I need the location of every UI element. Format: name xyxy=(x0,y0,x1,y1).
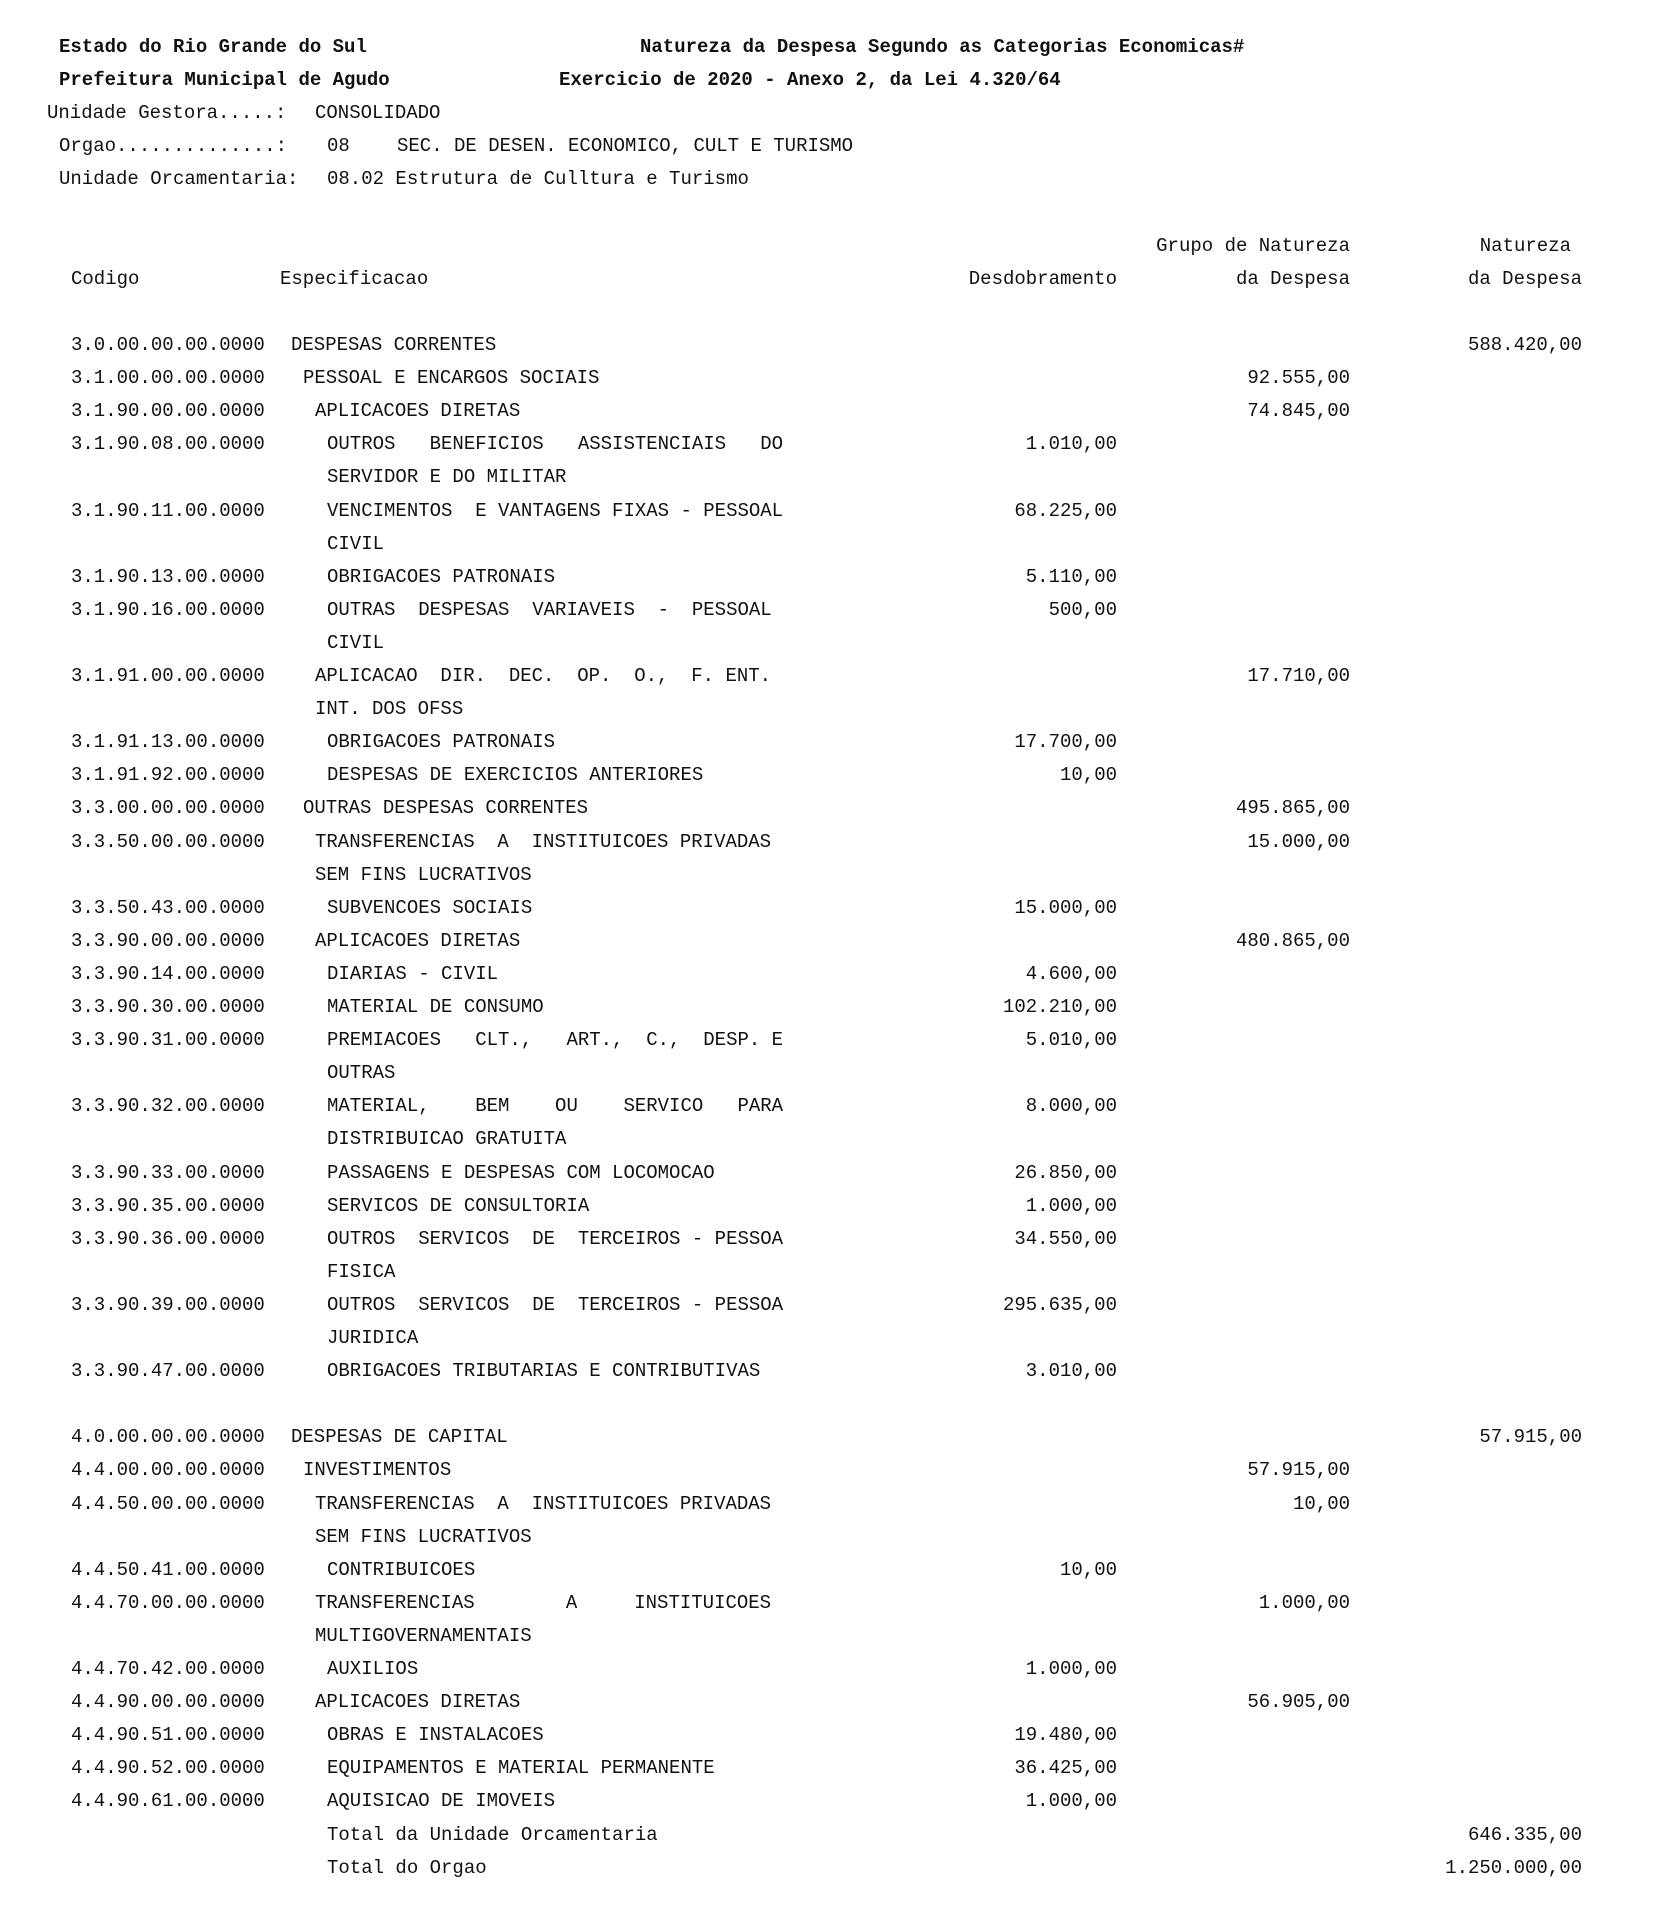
row-code: 3.3.90.35.00.0000 xyxy=(71,1194,265,1217)
row-desdobramento-value: 8.000,00 xyxy=(1025,1095,1117,1118)
row-description: OBRAS E INSTALACOES xyxy=(327,1724,544,1747)
row-desdobramento-value: 500,00 xyxy=(1048,598,1117,621)
column-natureza-header-line2: da Despesa xyxy=(1467,268,1582,290)
row-code: 4.4.70.00.00.0000 xyxy=(71,1591,265,1614)
row-description: JURIDICA xyxy=(327,1327,419,1349)
row-desdobramento-value: 295.635,00 xyxy=(1002,1293,1117,1316)
row-description: OBRIGACOES PATRONAIS xyxy=(327,731,556,754)
row-desdobramento-value: 10,00 xyxy=(1059,764,1117,787)
row-description: VENCIMENTOS E VANTAGENS FIXAS - PESSOAL xyxy=(327,499,784,522)
column-desdobramento-header: Desdobramento xyxy=(968,268,1117,290)
row-description: MATERIAL DE CONSUMO xyxy=(327,996,544,1018)
row-description: OBRIGACOES TRIBUTARIAS E CONTRIBUTIVAS xyxy=(327,1360,761,1383)
unidade-gestora-value: CONSOLIDADO xyxy=(315,102,441,124)
column-especificacao-header: Especificacao xyxy=(280,268,429,290)
row-code: 3.3.90.33.00.0000 xyxy=(71,1161,265,1184)
row-desdobramento-value: 1.010,00 xyxy=(1025,433,1117,456)
row-description: OUTROS SERVICOS DE TERCEIROS - PESSOA xyxy=(327,1227,784,1250)
row-description: MULTIGOVERNAMENTAIS xyxy=(315,1624,532,1647)
row-code: 4.4.50.41.00.0000 xyxy=(71,1558,265,1581)
row-code: 3.3.90.36.00.0000 xyxy=(71,1227,265,1250)
row-description: SEM FINS LUCRATIVOS xyxy=(315,863,532,886)
row-description: DISTRIBUICAO GRATUITA xyxy=(327,1128,567,1151)
row-code: 3.3.90.47.00.0000 xyxy=(71,1360,265,1383)
row-code: 3.1.00.00.00.0000 xyxy=(71,367,265,390)
row-code: 4.4.70.42.00.0000 xyxy=(71,1658,265,1680)
row-desdobramento-value: 4.600,00 xyxy=(1025,962,1117,985)
row-natureza-value: 588.420,00 xyxy=(1467,334,1582,356)
row-code: 3.3.90.14.00.0000 xyxy=(71,962,265,985)
column-natureza-header-line1: Natureza xyxy=(1479,235,1571,257)
row-desdobramento-value: 1.000,00 xyxy=(1025,1790,1117,1813)
row-grupo-value: 15.000,00 xyxy=(1247,830,1350,853)
orgao-name: SEC. DE DESEN. ECONOMICO, CULT E TURISMO xyxy=(397,135,854,157)
row-description: FISICA xyxy=(327,1260,396,1283)
row-code: 3.1.90.08.00.0000 xyxy=(71,433,265,456)
row-desdobramento-value: 5.110,00 xyxy=(1025,565,1117,588)
row-code: 4.4.90.52.00.0000 xyxy=(71,1757,265,1780)
row-description: DESPESAS DE EXERCICIOS ANTERIORES xyxy=(327,764,704,787)
row-natureza-value: 57.915,00 xyxy=(1479,1426,1582,1449)
row-description: OUTRAS xyxy=(327,1062,396,1085)
row-code: 3.1.90.13.00.0000 xyxy=(71,565,265,588)
row-description: SEM FINS LUCRATIVOS xyxy=(315,1525,532,1548)
municipality-name: Prefeitura Municipal de Agudo xyxy=(59,69,390,91)
row-code: 3.3.90.00.00.0000 xyxy=(71,929,265,952)
row-desdobramento-value: 19.480,00 xyxy=(1014,1724,1117,1747)
total-orgao-value: 1.250.000,00 xyxy=(1445,1856,1582,1879)
column-grupo-header-line2: da Despesa xyxy=(1235,268,1350,290)
row-code: 4.4.50.00.00.0000 xyxy=(71,1492,265,1515)
row-code: 3.3.90.31.00.0000 xyxy=(71,1029,265,1052)
row-code: 3.3.00.00.00.0000 xyxy=(71,797,265,820)
row-description: TRANSFERENCIAS A INSTITUICOES xyxy=(315,1591,772,1614)
row-code: 3.1.91.92.00.0000 xyxy=(71,764,265,787)
row-description: CIVIL xyxy=(327,532,385,555)
row-description: AUXILIOS xyxy=(327,1658,419,1680)
row-desdobramento-value: 68.225,00 xyxy=(1014,499,1117,522)
unidade-orcamentaria-value: 08.02 Estrutura de Culltura e Turismo xyxy=(327,168,749,190)
row-description: APLICACOES DIRETAS xyxy=(315,400,521,423)
row-description: DIARIAS - CIVIL xyxy=(327,962,499,985)
column-grupo-header-line1: Grupo de Natureza xyxy=(1156,235,1350,257)
row-desdobramento-value: 36.425,00 xyxy=(1014,1757,1117,1780)
row-desdobramento-value: 1.000,00 xyxy=(1025,1194,1117,1217)
row-description: INT. DOS OFSS xyxy=(315,698,464,721)
row-grupo-value: 10,00 xyxy=(1292,1492,1350,1515)
row-desdobramento-value: 34.550,00 xyxy=(1014,1227,1117,1250)
row-description: OUTROS BENEFICIOS ASSISTENCIAIS DO xyxy=(327,433,784,456)
unidade-orcamentaria-label: Unidade Orcamentaria: xyxy=(59,168,299,190)
row-code: 3.1.90.00.00.0000 xyxy=(71,400,265,423)
row-grupo-value: 1.000,00 xyxy=(1258,1591,1350,1614)
row-description: TRANSFERENCIAS A INSTITUICOES PRIVADAS xyxy=(315,1492,772,1515)
row-code: 4.4.90.61.00.0000 xyxy=(71,1790,265,1813)
row-grupo-value: 74.845,00 xyxy=(1247,400,1350,423)
row-desdobramento-value: 3.010,00 xyxy=(1025,1360,1117,1383)
row-code: 3.3.90.32.00.0000 xyxy=(71,1095,265,1118)
row-description: APLICACOES DIRETAS xyxy=(315,1691,521,1714)
row-description: OUTRAS DESPESAS CORRENTES xyxy=(303,797,589,820)
row-code: 3.1.90.11.00.0000 xyxy=(71,499,265,522)
row-description: OUTRAS DESPESAS VARIAVEIS - PESSOAL xyxy=(327,598,772,621)
row-description: OUTROS SERVICOS DE TERCEIROS - PESSOA xyxy=(327,1293,784,1316)
row-grupo-value: 480.865,00 xyxy=(1235,929,1350,952)
row-description: SERVIDOR E DO MILITAR xyxy=(327,466,567,489)
row-code: 4.4.90.00.00.0000 xyxy=(71,1691,265,1714)
row-description: SUBVENCOES SOCIAIS xyxy=(327,896,533,919)
total-unidade-value: 646.335,00 xyxy=(1467,1823,1582,1846)
row-description: SERVICOS DE CONSULTORIA xyxy=(327,1194,590,1217)
state-name: Estado do Rio Grande do Sul xyxy=(59,36,367,58)
row-description: APLICACAO DIR. DEC. OP. O., F. ENT. xyxy=(315,665,772,687)
row-code: 4.4.00.00.00.0000 xyxy=(71,1459,265,1482)
row-description: APLICACOES DIRETAS xyxy=(315,929,521,952)
row-code: 4.0.00.00.00.0000 xyxy=(71,1426,265,1449)
row-description: CONTRIBUICOES xyxy=(327,1558,476,1581)
row-code: 3.1.90.16.00.0000 xyxy=(71,598,265,621)
row-desdobramento-value: 102.210,00 xyxy=(1002,996,1117,1018)
row-description: DESPESAS CORRENTES xyxy=(291,334,497,356)
row-description: EQUIPAMENTOS E MATERIAL PERMANENTE xyxy=(327,1757,715,1780)
row-code: 3.3.50.00.00.0000 xyxy=(71,830,265,853)
report-title: Natureza da Despesa Segundo as Categorias Economicas# xyxy=(640,36,1245,58)
row-grupo-value: 92.555,00 xyxy=(1247,367,1350,390)
row-description: PESSOAL E ENCARGOS SOCIAIS xyxy=(303,367,600,390)
row-code: 3.3.90.39.00.0000 xyxy=(71,1293,265,1316)
row-grupo-value: 56.905,00 xyxy=(1247,1691,1350,1714)
row-code: 3.0.00.00.00.0000 xyxy=(71,334,265,356)
unidade-gestora-label: Unidade Gestora.....: xyxy=(47,102,287,124)
total-orgao-label: Total do Orgao xyxy=(327,1856,487,1879)
report-subtitle: Exercicio de 2020 - Anexo 2, da Lei 4.320/64 xyxy=(559,69,1061,91)
row-code: 3.1.91.13.00.0000 xyxy=(71,731,265,754)
row-description: TRANSFERENCIAS A INSTITUICOES PRIVADAS xyxy=(315,830,772,853)
row-grupo-value: 17.710,00 xyxy=(1247,665,1350,687)
row-description: MATERIAL, BEM OU SERVICO PARA xyxy=(327,1095,784,1118)
row-description: OBRIGACOES PATRONAIS xyxy=(327,565,556,588)
row-desdobramento-value: 26.850,00 xyxy=(1014,1161,1117,1184)
row-description: AQUISICAO DE IMOVEIS xyxy=(327,1790,556,1813)
row-desdobramento-value: 17.700,00 xyxy=(1014,731,1117,754)
column-codigo-header: Codigo xyxy=(71,268,140,290)
row-code: 4.4.90.51.00.0000 xyxy=(71,1724,265,1747)
row-code: 3.1.91.00.00.0000 xyxy=(71,665,265,687)
total-unidade-label: Total da Unidade Orcamentaria xyxy=(327,1823,658,1846)
row-description: PASSAGENS E DESPESAS COM LOCOMOCAO xyxy=(327,1161,715,1184)
row-description: CIVIL xyxy=(327,631,385,654)
row-desdobramento-value: 1.000,00 xyxy=(1025,1658,1117,1680)
row-description: INVESTIMENTOS xyxy=(303,1459,452,1482)
row-code: 3.3.50.43.00.0000 xyxy=(71,896,265,919)
row-description: DESPESAS DE CAPITAL xyxy=(291,1426,508,1449)
row-grupo-value: 57.915,00 xyxy=(1247,1459,1350,1482)
row-grupo-value: 495.865,00 xyxy=(1235,797,1350,820)
row-description: PREMIACOES CLT., ART., C., DESP. E xyxy=(327,1029,784,1052)
row-desdobramento-value: 10,00 xyxy=(1059,1558,1117,1581)
row-code: 3.3.90.30.00.0000 xyxy=(71,996,265,1018)
row-desdobramento-value: 15.000,00 xyxy=(1014,896,1117,919)
orgao-label: Orgao..............: xyxy=(59,135,288,157)
orgao-code: 08 xyxy=(327,135,350,157)
row-desdobramento-value: 5.010,00 xyxy=(1025,1029,1117,1052)
